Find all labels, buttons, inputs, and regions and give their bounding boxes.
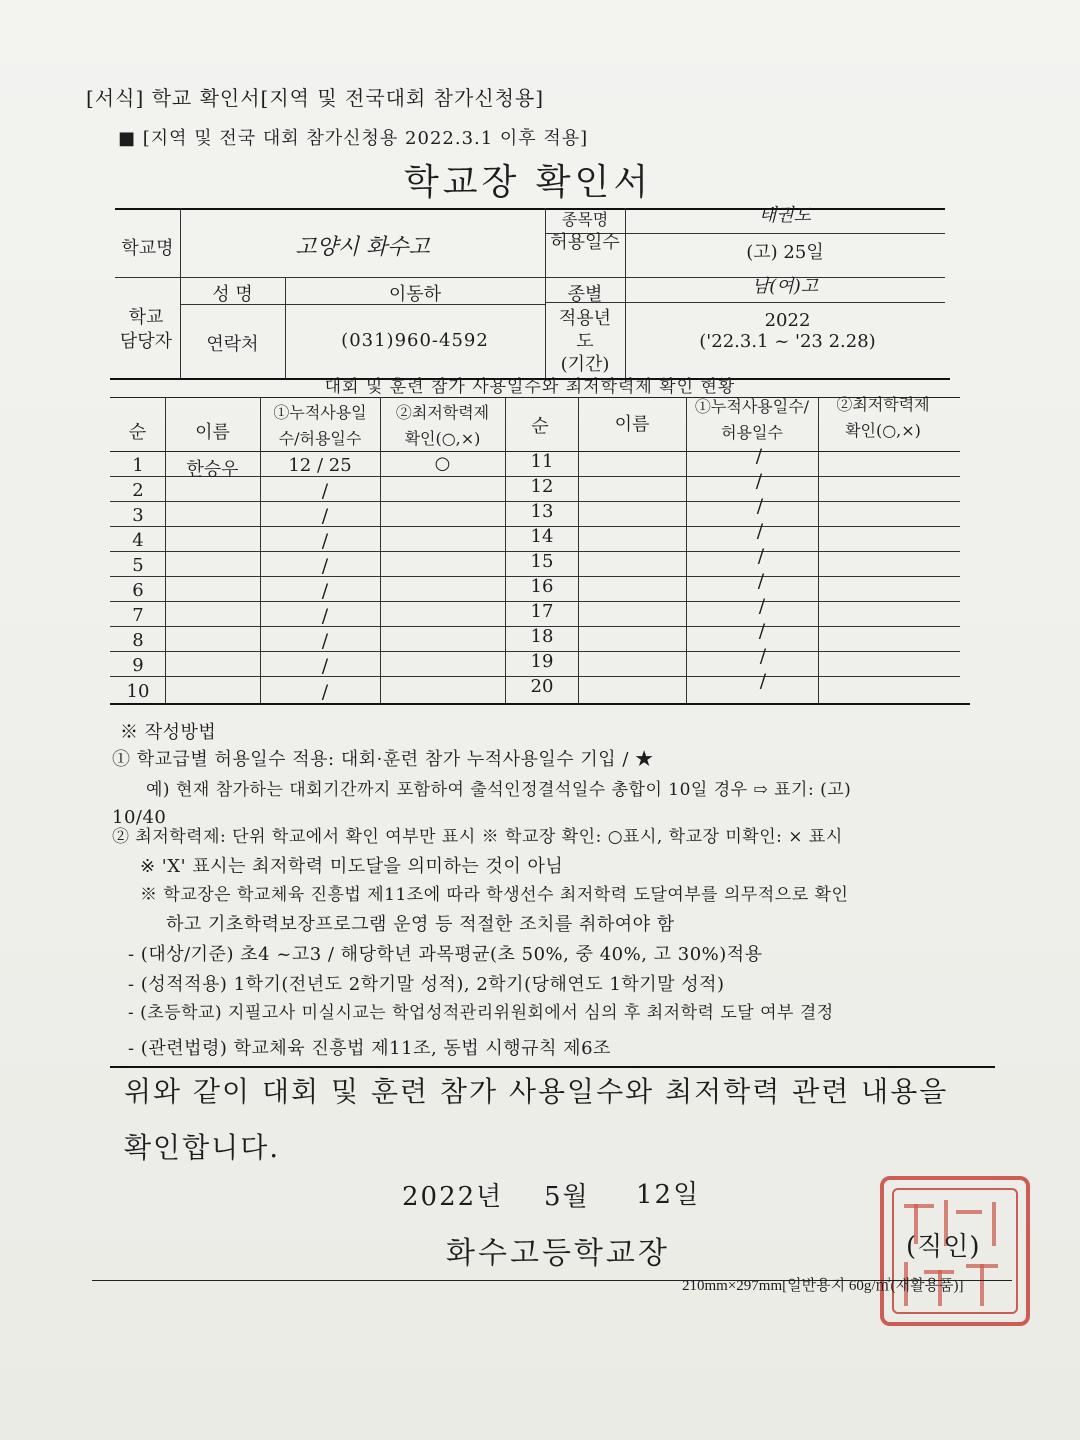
date-year: 2022년 [402,1182,504,1212]
row-number: 14 [530,526,554,547]
sub-header [118,124,588,150]
col-days-left-line2: 수/허용일수 [278,429,362,448]
row-number: 1 [132,455,144,476]
note-2: ② 최저학력제: 단위 학교에서 확인 여부만 표시 ※ 학교장 확인: ○표시, 학교장 미확인: × 표시 [112,827,843,847]
name-label: 성 명 [212,284,253,305]
row-days: / [757,545,765,567]
period-value: ('22.3.1 ~ '23 2.28) [699,331,876,352]
row-number: 9 [132,655,144,676]
notes-heading: ※ 작성방법 [120,722,217,743]
gender-value: 남(여)고 [751,276,819,297]
row-number: 19 [530,651,554,672]
phone-value: (031)960-4592 [341,330,489,351]
col-check-left-line2: 확인(○,×) [404,429,481,448]
row-number: 8 [132,630,144,651]
phone-label: 연락처 [206,334,259,355]
page-title: 학교장 확인서 [404,162,653,203]
row-days: / [755,470,763,492]
row-number: 15 [530,551,554,572]
divider [505,397,506,703]
note-2a: ※ 'X' 표시는 최저학력 미도달을 의미하는 것이 아님 [140,856,564,877]
sport-value: 태권도 [758,205,812,226]
row-check: ○ [434,453,451,474]
gender-label: 종별 [567,284,603,305]
row-number: 10 [126,681,150,702]
school-label: 학교명 [121,238,174,259]
row-days: / [321,605,329,627]
row-number: 7 [132,605,144,626]
divider [380,397,381,703]
col-days-right-line1: ①누적사용일수/ [694,397,810,416]
year-label-line2: 도 [576,331,594,352]
year-value: 2022 [764,310,811,331]
signer: 화수고등학교장 [446,1236,670,1271]
divider [260,397,261,703]
sport-label: 종목명 [561,210,609,229]
divider [686,397,687,703]
detail-3: - (초등학교) 지필고사 미실시교는 학업성적관리위원회에서 심의 후 최저학력 도달 여부 결정 [128,1003,834,1023]
row-days: / [755,445,763,467]
col-seq-left: 순 [128,422,147,443]
row-days: / [756,495,764,517]
row-days: / [758,620,766,642]
col-name-left: 이름 [195,422,230,443]
row-name: 한승우 [186,459,239,480]
row-days: / [759,645,767,667]
divider [818,397,819,703]
row-number: 16 [530,576,554,597]
row-days: / [321,480,329,502]
row-number: 11 [530,451,554,472]
note-1-example-cont: 10/40 [112,807,167,828]
contact-label: 학교 담당자 [119,307,173,352]
detail-2: - (성적적용) 1학기(전년도 2학기말 성적), 2학기(당해연도 1학기말 성적) [128,974,725,995]
school-value: 고양시 화수고 [295,235,430,260]
allowed-days-label: 허용일수 [550,232,620,253]
row-number: 17 [530,601,554,622]
table-caption: 대회 및 훈련 참가 사용일수와 최저학력제 확인 현황 [324,377,736,397]
row-number: 5 [132,555,144,576]
col-days-right-line2: 허용일수 [721,423,783,442]
note-2b: ※ 학교장은 학교체육 진흥법 제11조에 따라 학생선수 최저학력 도달여부를 의무적으로 확인 [140,885,849,905]
name-value: 이동하 [388,284,442,305]
row-days: / [321,555,329,577]
row-days: / [321,580,329,602]
col-check-left-line1: ②최저학력제 [395,403,490,422]
date-day: 12일 [636,1180,701,1210]
note-1-example: 예) 현재 참가하는 대회기간까지 포함하여 출석인정결석일수 총합이 10일 경우 ⇨ 표기: (고) [146,780,852,800]
row-number: 3 [132,505,144,526]
row-days: / [321,630,329,652]
bullet: ■ [118,128,137,149]
note-2b-cont: 하고 기초학력보장프로그램 운영 등 적절한 조치를 취하여야 함 [166,914,675,935]
row-number: 18 [530,626,554,647]
row-days: 12 / 25 [288,455,352,476]
row-number: 2 [132,480,144,501]
row-days: / [759,670,767,692]
divider [165,397,166,703]
rule-bottom [110,703,970,705]
col-seq-right: 순 [531,416,549,437]
form-header: [서식] 학교 확인서[지역 및 전국대회 참가신청용] [86,86,545,110]
row-days: / [321,681,329,703]
row-number: 12 [530,476,554,497]
col-name-right: 이름 [614,414,650,435]
row-number: 13 [530,501,554,522]
note-1: ① 학교급별 허용일수 적용: 대회·훈련 참가 누적사용일수 기입 / ★ [112,749,654,770]
row-number: 20 [530,676,554,697]
year-label-line1: 적용년 [558,308,612,329]
confirm-line-2: 확인합니다. [124,1131,281,1164]
date-month: 5월 [544,1182,590,1212]
detail-4: - (관련법령) 학교체육 진흥법 제11조, 동법 시행규칙 제6조 [128,1038,611,1059]
rule [110,1066,995,1068]
row-days: / [758,595,766,617]
col-check-right-line1: ②최저학력제 [836,395,930,414]
row-number: 6 [132,580,144,601]
row-days: / [321,505,329,527]
year-label-line3: (기간) [560,354,610,375]
row-days: / [756,520,764,542]
col-check-right-line2: 확인(○,×) [845,421,921,440]
row-days: / [321,655,329,677]
row-number: 4 [132,530,144,551]
col-days-left-line1: ①누적사용일 [273,403,367,422]
sub-header-text: [지역 및 전국 대회 참가신청용 2022.3.1 이후 적용] [142,128,589,149]
detail-1: - (대상/기준) 초4 ~고3 / 해당학년 과목평균(초 50%, 중 40%, 고 30%)적용 [128,944,763,965]
allowed-days-value: (고) 25일 [746,242,824,263]
row-days: / [757,570,765,592]
confirm-line-1: 위와 같이 대회 및 훈련 참가 사용일수와 최저학력 관련 내용을 [124,1075,949,1108]
seal-label: (직인) [906,1232,981,1262]
divider [578,397,579,703]
row-days: / [321,530,329,552]
paper-spec: 210mm×297mm[일반용지 60g/㎡(재활용품)] [682,1278,964,1294]
